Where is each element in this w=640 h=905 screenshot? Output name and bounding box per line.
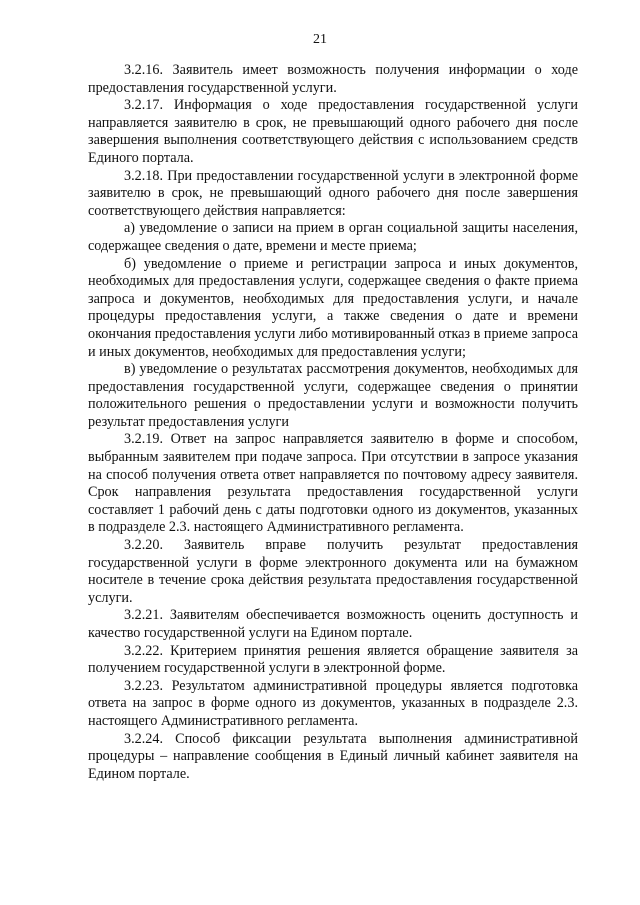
paragraph-3-2-19: 3.2.19. Ответ на запрос направляется заявителю в форме и способом, выбранным заявителем при подаче запроса. При отсутствии в запросе указания на способ получения ответа ответ направляется по почтовому адресу заявителя. Срок направления результата предоставления государственной услуги составляет 1 рабочий день с даты подготовки одного из документов, указанных в подразделе 2.3. настоящего Административного регламента. [88,431,578,536]
paragraph-3-2-20: 3.2.20. Заявитель вправе получить результат предоставления государственной услуги в форме электронного документа или на бумажном носителе в течение срока действия результата предоставления государственной услуги. [88,537,578,606]
paragraph-3-2-21: 3.2.21. Заявителям обеспечивается возможность оценить доступность и качество государственной услуги на Едином портале. [88,607,578,641]
paragraph-3-2-24: 3.2.24. Способ фиксации результата выполнения административной процедуры – направление сообщения в Единый личный кабинет заявителя на Едином портале. [88,730,578,782]
page-number: 21 [313,32,327,47]
list-item-a: а) уведомление о записи на прием в орган социальной защиты населения, содержащее сведения о дате, времени и месте приема; [88,220,578,254]
list-item-v: в) уведомление о результатах рассмотрения документов, необходимых для предоставления государственной услуги, содержащее сведения о принятии положительного решения о предоставлении услуги и возможности получить результат предоставления услуги [88,361,578,430]
paragraph-3-2-17: 3.2.17. Информация о ходе предоставления государственной услуги направляется заявителю в срок, не превышающий одного рабочего дня после завершения выполнения соответствующего действия с использованием средств Единого портала. [88,97,578,166]
document-body [88,62,578,783]
list-item-b: б) уведомление о приеме и регистрации запроса и иных документов, необходимых для предоставления услуги, содержащее сведения о факте приема запроса и документов, необходимых для предоставления услуги, и начале процедуры предоставления услуги, а также сведения о дате и времени окончания предоставления услуги либо мотивированный отказ в приеме запроса и иных документов, необходимых для предоставления услуги; [88,255,578,360]
paragraph-3-2-18: 3.2.18. При предоставлении государственной услуги в электронной форме заявителю в срок, не превышающий одного рабочего дня после завершения соответствующего действия направляется: [88,167,578,219]
paragraph-3-2-16: 3.2.16. Заявитель имеет возможность получения информации о ходе предоставления государственной услуги. [88,62,578,96]
paragraph-3-2-23: 3.2.23. Результатом административной процедуры является подготовка ответа на запрос в форме одного из документов, указанных в подразделе 2.3. настоящего Административного регламента. [88,677,578,729]
paragraph-3-2-22: 3.2.22. Критерием принятия решения является обращение заявителя за получением государственной услуги в электронной форме. [88,642,578,677]
